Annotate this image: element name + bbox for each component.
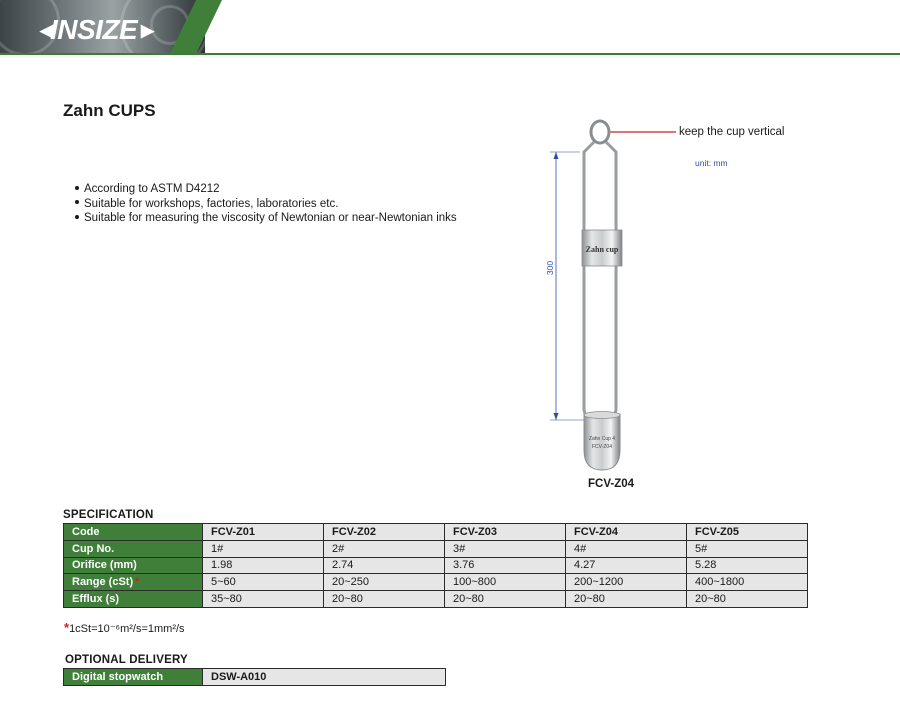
feature-item: Suitable for workshops, factories, laboratories etc. bbox=[75, 197, 457, 212]
cup-text-1: Zahn Cup 4 bbox=[588, 436, 616, 442]
table-row bbox=[64, 540, 808, 557]
feature-item: According to ASTM D4212 bbox=[75, 182, 457, 197]
table-cell: FCV-Z03 bbox=[445, 524, 566, 541]
optional-label: Digital stopwatch bbox=[64, 669, 203, 686]
optional-table bbox=[63, 668, 446, 686]
spec-title: SPECIFICATION bbox=[63, 509, 154, 521]
table-cell: FCV-Z01 bbox=[203, 524, 324, 541]
table-cell: 2.74 bbox=[324, 557, 445, 574]
table-cell: FCV-Z02 bbox=[324, 524, 445, 541]
range-star-icon: * bbox=[135, 576, 140, 589]
row-header: Range (cSt) * bbox=[64, 574, 203, 591]
table-cell: 5# bbox=[687, 540, 808, 557]
dimension-arrow-up-icon bbox=[554, 152, 559, 159]
cup-text-2: FCV-Z04 bbox=[591, 444, 613, 450]
zahn-cup-illustration bbox=[540, 110, 800, 495]
row-header: Efflux (s) bbox=[64, 591, 203, 608]
cup-body bbox=[584, 414, 620, 470]
dimension-arrow-down-icon bbox=[554, 413, 559, 420]
footnote-star: * bbox=[64, 620, 70, 635]
brand-logo: INSIZE bbox=[50, 14, 138, 45]
table-cell: 5.28 bbox=[687, 557, 808, 574]
table-cell: 1# bbox=[203, 540, 324, 557]
table-row bbox=[64, 591, 808, 608]
spec-footnote bbox=[64, 620, 185, 635]
feature-item: Suitable for measuring the viscosity of Newtonian or near-Newtonian inks bbox=[75, 211, 457, 226]
optional-title: OPTIONAL DELIVERY bbox=[65, 654, 188, 666]
optional-code: DSW-A010 bbox=[203, 669, 446, 686]
row-header: Code bbox=[64, 524, 203, 541]
table-cell: 20~80 bbox=[324, 591, 445, 608]
header-banner bbox=[0, 0, 900, 56]
bullet-icon bbox=[75, 200, 79, 204]
cup-rim bbox=[584, 412, 620, 419]
table-cell: 4.27 bbox=[566, 557, 687, 574]
table-cell: 3.76 bbox=[445, 557, 566, 574]
bullet-icon bbox=[75, 215, 79, 219]
table-cell: 20~80 bbox=[687, 591, 808, 608]
bullet-icon bbox=[75, 186, 79, 190]
footnote-text: 1cSt=10⁻⁶m²/s=1mm²/s bbox=[69, 623, 185, 635]
logo-right-arrow-icon: ▶ bbox=[141, 21, 155, 40]
table-cell: 20~80 bbox=[445, 591, 566, 608]
page-title: Zahn CUPS bbox=[63, 101, 156, 120]
table-row bbox=[64, 557, 808, 574]
table-cell: FCV-Z04 bbox=[566, 524, 687, 541]
figure-model-label: FCV-Z04 bbox=[588, 478, 635, 490]
table-cell: 3# bbox=[445, 540, 566, 557]
wire-right bbox=[606, 142, 616, 420]
dimension-value: 300 bbox=[545, 260, 555, 276]
table-cell: 200~1200 bbox=[566, 574, 687, 591]
table-cell: 5~60 bbox=[203, 574, 324, 591]
table-cell: 20~250 bbox=[324, 574, 445, 591]
unit-label: unit: mm bbox=[695, 158, 728, 168]
table-row bbox=[64, 524, 808, 541]
logo-left-arrow-icon: ◀ bbox=[40, 21, 54, 40]
table-cell: 100~800 bbox=[445, 574, 566, 591]
table-row bbox=[64, 669, 446, 686]
wire-left bbox=[584, 142, 594, 420]
banner-divider bbox=[0, 53, 900, 55]
table-cell: 20~80 bbox=[566, 591, 687, 608]
band-text: Zahn cup bbox=[585, 245, 619, 254]
table-row bbox=[64, 574, 808, 591]
row-header: Cup No. bbox=[64, 540, 203, 557]
row-header: Orifice (mm) bbox=[64, 557, 203, 574]
table-cell: 1.98 bbox=[203, 557, 324, 574]
table-cell: 4# bbox=[566, 540, 687, 557]
table-cell: 35~80 bbox=[203, 591, 324, 608]
orientation-note: keep the cup vertical bbox=[679, 126, 785, 138]
spec-table bbox=[63, 523, 808, 608]
table-cell: FCV-Z05 bbox=[687, 524, 808, 541]
table-cell: 400~1800 bbox=[687, 574, 808, 591]
feature-list bbox=[75, 182, 457, 226]
table-cell: 2# bbox=[324, 540, 445, 557]
hanging-ring bbox=[591, 121, 609, 143]
